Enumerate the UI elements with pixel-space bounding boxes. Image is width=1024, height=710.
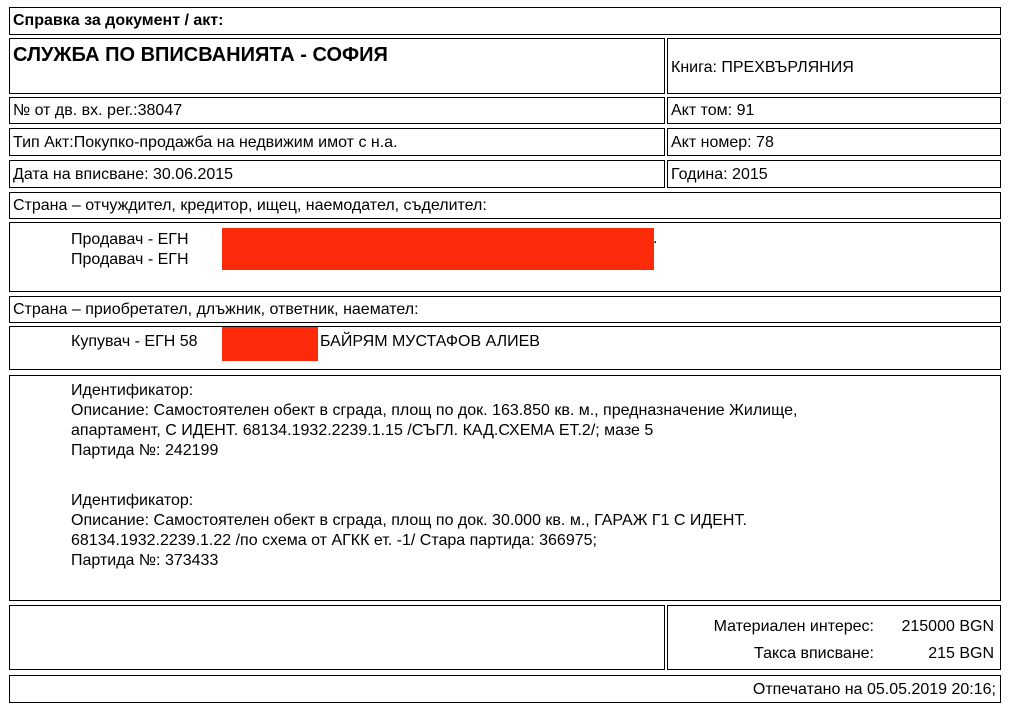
reg-no-cell [9,97,665,124]
book-label: Книга: ПРЕХВЪРЛЯНИЯ [671,59,854,76]
property-identifier: Идентификатор: [71,492,194,509]
party-from-heading: Страна – отчуждител, кредитор, ищец, наемодател, съделител: [13,197,487,214]
property-description: 68134.1932.2239.1.22 /по схема от АГКК ет. -1/ Стара партида: 366975; [71,532,597,549]
year-cell [667,160,1001,188]
act-number-cell [667,128,1001,156]
redaction-block [222,228,654,270]
property-parcel: Партида №: 242199 [71,442,219,459]
property-parcel: Партида №: 373433 [71,552,219,569]
printed-timestamp: Отпечатано на 05.05.2019 20:16; [752,681,996,698]
buyer-label: Купувач - ЕГН 58 [71,333,198,350]
act-number: Акт номер: 78 [671,134,774,151]
party-from-heading-row [9,192,1001,219]
redaction-block [222,327,318,361]
year: Година: 2015 [671,166,768,183]
book-cell [667,38,1001,94]
property-description: апартамент, С ИДЕНТ. 68134.1932.2239.1.15 /СЪГЛ. КАД.СХЕМА ЕТ.2/; мазе 5 [71,422,654,439]
property-item [71,381,991,461]
entry-fee-value: 215 BGN [928,645,994,662]
fees-cell [667,605,1001,670]
act-type: Тип Акт:Покупко-продажба на недвижим имот с н.а. [13,134,398,151]
entry-date-cell [9,160,665,188]
header-row [9,7,1001,35]
seller-label: Продавач - ЕГН [71,251,189,268]
party-to-heading-row [9,296,1001,323]
document-title: Справка за документ / акт: [13,12,224,29]
property-description: Описание: Самостоятелен обект в сграда, площ по док. 163.850 кв. м., предназначение Жилище, [71,402,798,419]
party-from-body [9,222,1001,292]
party-to-heading: Страна – приобретател, длъжник, ответник, наемател: [13,301,419,318]
party-to-body [9,326,1001,370]
reg-no: № от дв. вх. рег.:38047 [13,102,183,119]
trailing-dot: . [653,230,658,247]
footer-row [9,675,1001,703]
material-interest-label: Материален интерес: [713,618,874,635]
seller-label: Продавач - ЕГН [71,231,189,248]
act-volume: Акт том: 91 [671,102,755,119]
buyer-name: БАЙРЯМ МУСТАФОВ АЛИЕВ [320,333,540,350]
entry-date: Дата на вписване: 30.06.2015 [13,166,234,183]
properties-box [9,375,1001,601]
act-volume-cell [667,97,1001,124]
property-item [71,491,991,571]
office-name: СЛУЖБА ПО ВПИСВАНИЯТА - СОФИЯ [13,44,388,66]
act-type-cell [9,128,665,156]
fees-empty-cell [9,605,665,670]
entry-fee-label: Такса вписване: [754,645,874,662]
property-description: Описание: Самостоятелен обект в сграда, площ по док. 30.000 кв. м., ГАРАЖ Г1 С ИДЕНТ. [71,512,747,529]
property-identifier: Идентификатор: [71,382,194,399]
office-cell [9,38,665,94]
material-interest-value: 215000 BGN [901,618,994,635]
